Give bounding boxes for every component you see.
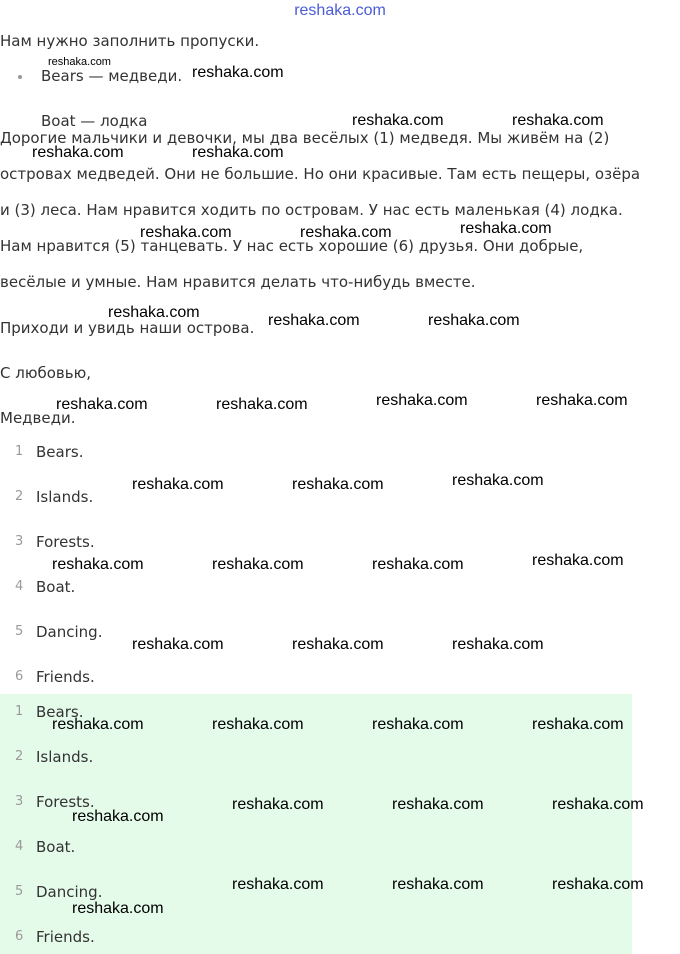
watermark: reshaka.com — [268, 312, 360, 329]
letter-line-2: островах медведей. Они не большие. Но они красивые. Там есть пещеры, озёра — [0, 165, 641, 183]
watermark: reshaka.com — [232, 796, 324, 813]
answer-number: 4 — [15, 579, 24, 594]
watermark: reshaka.com — [512, 112, 604, 129]
answer-number: 3 — [15, 534, 24, 549]
watermark: reshaka.com — [132, 476, 224, 493]
answer-number: 1 — [15, 444, 24, 459]
answer-number: 6 — [15, 929, 24, 944]
answer-text: Forests. — [36, 793, 95, 811]
bullet-dot — [18, 75, 22, 79]
answer-text: Forests. — [36, 533, 95, 551]
watermark: reshaka.com — [428, 312, 520, 329]
watermark: reshaka.com — [52, 716, 144, 733]
intro-text: Нам нужно заполнить пропуски. — [0, 32, 260, 50]
watermark: reshaka.com — [56, 396, 148, 413]
answer-text: Dancing. — [36, 623, 103, 641]
letter-line-1: Дорогие мальчики и девочки, мы два весёлых (1) медведя. Мы живём на (2) — [0, 129, 610, 147]
watermark: reshaka.com — [72, 900, 164, 917]
watermark: reshaka.com — [292, 476, 384, 493]
bullet-item-boat-clipped: Boat — лодка — [41, 112, 148, 130]
answer-text: Islands. — [36, 488, 94, 506]
watermark: reshaka.com — [452, 636, 544, 653]
answer-text: Friends. — [36, 668, 95, 686]
letter-closing: С любовью, — [0, 364, 91, 382]
watermark: reshaka.com — [552, 876, 644, 893]
bullet-item-bears: Bears — медведи. — [41, 67, 183, 85]
answer-text: Boat. — [36, 838, 76, 856]
watermark: reshaka.com — [536, 392, 628, 409]
watermark: reshaka.com — [216, 396, 308, 413]
letter-line-3: и (3) леса. Нам нравится ходить по островам. У нас есть маленькая (4) лодка. — [0, 201, 623, 219]
watermark: reshaka.com — [212, 716, 304, 733]
watermark: reshaka.com — [372, 556, 464, 573]
watermark: reshaka.com — [72, 808, 164, 825]
watermark: reshaka.com — [108, 304, 200, 321]
watermark: reshaka.com — [352, 112, 444, 129]
letter-line-5: весёлые и умные. Нам нравится делать что-нибудь вместе. — [0, 273, 476, 291]
answer-number: 1 — [15, 704, 24, 719]
watermark: reshaka.com — [292, 636, 384, 653]
watermark: reshaka.com — [48, 56, 111, 68]
watermark: reshaka.com — [192, 64, 284, 81]
watermark: reshaka.com — [52, 556, 144, 573]
answer-text: Islands. — [36, 748, 94, 766]
watermark: reshaka.com — [300, 224, 392, 241]
answer-number: 6 — [15, 669, 24, 684]
watermark: reshaka.com — [532, 716, 624, 733]
watermark: reshaka.com — [552, 796, 644, 813]
watermark: reshaka.com — [452, 472, 544, 489]
answer-text: Bears. — [36, 443, 84, 461]
watermark: reshaka.com — [372, 716, 464, 733]
answer-text: Boat. — [36, 578, 76, 596]
watermark: reshaka.com — [532, 552, 624, 569]
watermark: reshaka.com — [392, 876, 484, 893]
watermark: reshaka.com — [376, 392, 468, 409]
answer-number: 2 — [15, 489, 24, 504]
watermark: reshaka.com — [212, 556, 304, 573]
answer-text: Dancing. — [36, 883, 103, 901]
watermark: reshaka.com — [192, 144, 284, 161]
watermark: reshaka.com — [460, 220, 552, 237]
watermark: reshaka.com — [32, 144, 124, 161]
letter-signature: Медведи. — [0, 409, 76, 427]
answer-number: 5 — [15, 624, 24, 639]
watermark: reshaka.com — [232, 876, 324, 893]
answer-number: 2 — [15, 749, 24, 764]
site-header-link[interactable]: reshaka.com — [294, 2, 386, 19]
answer-text: Friends. — [36, 928, 95, 946]
watermark: reshaka.com — [132, 636, 224, 653]
answer-text: Bears. — [36, 703, 84, 721]
watermark: reshaka.com — [140, 224, 232, 241]
watermark: reshaka.com — [392, 796, 484, 813]
answer-number: 4 — [15, 839, 24, 854]
letter-invite: Приходи и увидь наши острова. — [0, 319, 255, 337]
answer-number: 3 — [15, 794, 24, 809]
answer-number: 5 — [15, 884, 24, 899]
letter-line-4: Нам нравится (5) танцевать. У нас есть хорошие (6) друзья. Они добрые, — [0, 237, 584, 255]
